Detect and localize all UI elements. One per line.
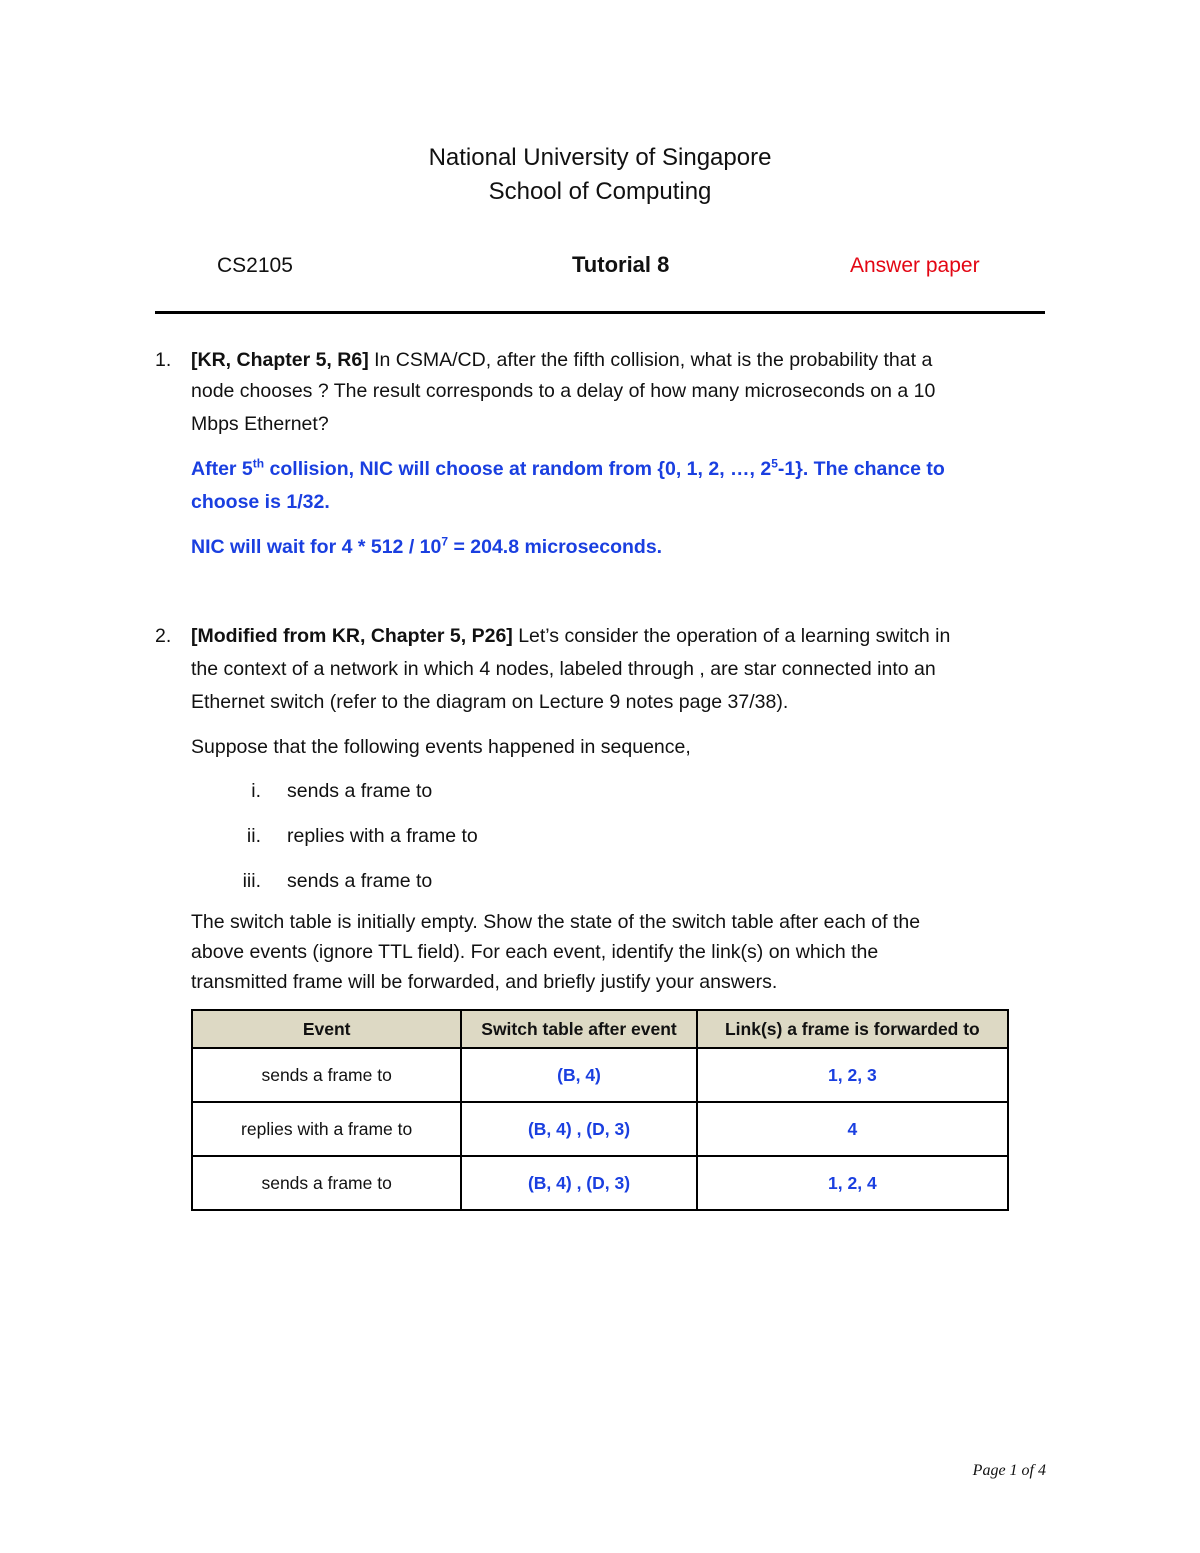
q1-answer-a1-sup: th [252, 456, 265, 471]
q1-answer-b-sup: 7 [441, 534, 449, 549]
table-row [192, 1156, 1008, 1210]
q1-answer-b-post: = 204.8 microseconds. [448, 536, 663, 558]
q1-text-1: In CSMA/CD, after the fifth collision, what is the probability that a [374, 349, 933, 371]
page-number: Page 1 of 4 [972, 1462, 1046, 1479]
cell-links: 4 [697, 1102, 1008, 1156]
q2-text-1: Let’s consider the operation of a learning switch in [518, 625, 951, 647]
q2-number: 2. [155, 625, 172, 647]
q1-answer-a1-post: -1}. The chance to [777, 458, 945, 480]
cell-event: replies with a frame to [192, 1102, 461, 1156]
event-num-3: iii. [242, 870, 261, 892]
cell-switch-table: (B, 4) [461, 1048, 696, 1102]
q1-answer-b-pre: NIC will wait for 4 * 512 / 10 [191, 536, 442, 558]
cell-links: 1, 2, 3 [697, 1048, 1008, 1102]
switch-table [191, 1009, 1009, 1211]
q1-answer-line1 [191, 452, 1044, 486]
cell-switch-table: (B, 4) , (D, 3) [461, 1156, 696, 1210]
q2-instr-line1: The switch table is initially empty. Show the state of the switch table after each of the [191, 911, 921, 933]
q1-number: 1. [155, 349, 172, 371]
q2-reference: [Modified from KR, Chapter 5, P26] [191, 625, 513, 647]
q1-line1 [191, 343, 1044, 377]
event-num-1: i. [251, 780, 261, 802]
school-name: School of Computing [488, 178, 712, 205]
university-name: National University of Singapore [428, 144, 772, 171]
col-header-switch-table: Switch table after event [461, 1010, 696, 1048]
event-text-1: sends a frame to [287, 780, 433, 802]
cell-event: sends a frame to [192, 1048, 461, 1102]
cell-switch-table: (B, 4) , (D, 3) [461, 1102, 696, 1156]
event-text-3: sends a frame to [287, 870, 433, 892]
q1-reference: [KR, Chapter 5, R6] [191, 349, 369, 371]
q2-line1 [191, 619, 1044, 653]
q2-suppose: Suppose that the following events happened in sequence, [191, 736, 691, 758]
q2-instr-line3: transmitted frame will be forwarded, and briefly justify your answers. [191, 971, 778, 993]
col-header-links: Link(s) a frame is forwarded to [697, 1010, 1008, 1048]
event-num-2: ii. [246, 825, 261, 847]
cell-event: sends a frame to [192, 1156, 461, 1210]
q1-answer-line3 [191, 530, 662, 564]
q1-answer-a1-pre: After 5 [191, 458, 253, 480]
q1-answer-line2: choose is 1/32. [191, 491, 330, 513]
table-row [192, 1102, 1008, 1156]
q2-line2: the context of a network in which 4 nodes, labeled through , are star connected into an [191, 658, 936, 680]
event-text-2: replies with a frame to [287, 825, 478, 847]
table-header-row [192, 1010, 1008, 1048]
q2-line3: Ethernet switch (refer to the diagram on Lecture 9 notes page 37/38). [191, 691, 789, 713]
col-header-event: Event [192, 1010, 461, 1048]
tutorial-title: Tutorial 8 [572, 252, 670, 277]
q1-line3: Mbps Ethernet? [191, 413, 329, 435]
q2-instr-line2: above events (ignore TTL field). For each event, identify the link(s) on which the [191, 941, 879, 963]
q1-line2: node chooses ? The result corresponds to a delay of how many microseconds on a 10 [191, 380, 936, 402]
q1-answer-a1-mid: collision, NIC will choose at random from {0, 1, 2, …, 2 [264, 458, 772, 480]
q1-answer-a1-sup2: 5 [771, 456, 778, 471]
cell-links: 1, 2, 4 [697, 1156, 1008, 1210]
header-divider [155, 311, 1045, 314]
answer-paper-label: Answer paper [850, 254, 980, 277]
table-row [192, 1048, 1008, 1102]
course-code: CS2105 [217, 254, 293, 277]
